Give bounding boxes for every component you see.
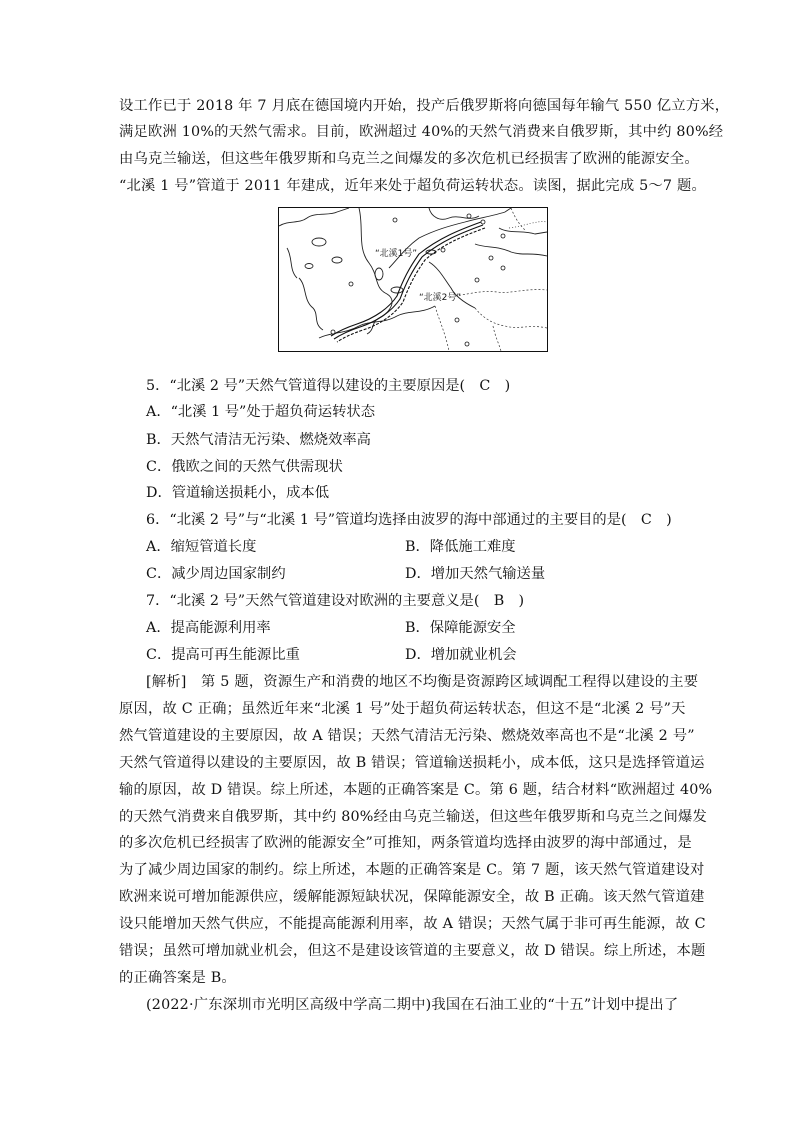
question-7-option-c: C．提高可再生能源比重 xyxy=(146,647,300,663)
question-5-stem: 5．“北溪 2 号”天然气管道得以建设的主要原因是( C ) xyxy=(146,378,511,394)
question-6-option-d: D．增加天然气输送量 xyxy=(405,566,546,582)
question-6-stem: 6．“北溪 2 号”与“北溪 1 号”管道均选择由波罗的海中部通过的主要目的是( C ) xyxy=(146,512,672,528)
question-7-option-d: D．增加就业机会 xyxy=(405,647,517,663)
map-label-nord-stream-1: “北溪1号” xyxy=(375,249,418,259)
question-5-option-d: D．管道输送损耗小，成本低 xyxy=(146,485,330,501)
analysis-line-9: 欧洲来说可增加能源供应，缓解能源短缺状况，保障能源安全，故 B 正确。该天然气管道建 xyxy=(119,889,705,905)
map-label-nord-stream-2: “北溪2号” xyxy=(419,293,462,303)
intro-line-2: 满足欧洲 10%的天然气需求。目前，欧洲超过 40%的天然气消费来自俄罗斯，其中约 80%经 xyxy=(119,124,724,140)
question-5-option-b: B．天然气清洁无污染、燃烧效率高 xyxy=(146,432,371,448)
analysis-line-1: [解析] 第 5 题，资源生产和消费的地区不均衡是资源跨区域调配工程得以建设的主要 xyxy=(146,674,699,690)
analysis-line-6: 的天然气消费来自俄罗斯，其中约 80%经由乌克兰输送，但这些年俄罗斯和乌克兰之间爆发 xyxy=(119,809,707,825)
question-7-stem: 7．“北溪 2 号”天然气管道建设对欧洲的主要意义是( B ) xyxy=(146,593,525,609)
question-6-option-a: A．缩短管道长度 xyxy=(146,539,257,555)
baltic-pipeline-map xyxy=(278,207,548,352)
intro-line-3: 由乌克兰输送，但这些年俄罗斯和乌克兰之间爆发的多次危机已经损害了欧洲的能源安全。 xyxy=(119,151,699,167)
analysis-line-12: 的正确答案是 B。 xyxy=(119,970,236,986)
question-7-option-b: B．保障能源安全 xyxy=(405,620,516,636)
analysis-line-3: 然气管道建设的主要原因，故 A 错误；天然气清洁无污染、燃烧效率高也不是“北溪 2 号” xyxy=(119,728,695,744)
intro-line-4: “北溪 1 号”管道于 2011 年建成，近年来处于超负荷运转状态。读图，据此完成 5～7 题。 xyxy=(119,178,706,194)
analysis-line-8: 为了减少周边国家的制约。综上所述，本题的正确答案是 C。第 7 题，该天然气管道建设对 xyxy=(119,862,705,878)
intro-line-1: 设工作已于 2018 年 7 月底在德国境内开始，投产后俄罗斯将向德国每年输气 550 亿立方米， xyxy=(119,98,730,114)
analysis-line-4: 天然气管道得以建设的主要原因，故 B 错误；管道输送损耗小，成本低，这只是选择管道运 xyxy=(119,755,705,771)
analysis-line-10: 设只能增加天然气供应，不能提高能源利用率，故 A 错误；天然气属于非可再生能源，故 C xyxy=(119,916,706,932)
analysis-line-7: 的多次危机已经损害了欧洲的能源安全”可推知，两条管道均选择由波罗的海中部通过，是 xyxy=(119,835,692,851)
next-question-line: (2022·广东深圳市光明区高级中学高二期中)我国在石油工业的“十五”计划中提出了 xyxy=(146,997,679,1013)
analysis-line-11: 错误；虽然可增加就业机会，但这不是建设该管道的主要意义，故 D 错误。综上所述，本题 xyxy=(119,943,706,959)
question-7-option-a: A．提高能源利用率 xyxy=(146,620,271,636)
question-6-option-c: C．减少周边国家制约 xyxy=(146,566,286,582)
analysis-line-5: 输的原因，故 D 错误。综上所述，本题的正确答案是 C。第 6 题，结合材料“欧洲超过 40% xyxy=(119,782,713,798)
question-5-option-c: C．俄欧之间的天然气供需现状 xyxy=(146,459,343,475)
question-6-option-b: B．降低施工难度 xyxy=(405,539,516,555)
question-5-option-a: A．“北溪 1 号”处于超负荷运转状态 xyxy=(146,404,375,420)
analysis-line-2: 原因，故 C 正确；虽然近年来“北溪 1 号”处于超负荷运转状态，但这不是“北溪 2 号”天 xyxy=(119,701,686,717)
